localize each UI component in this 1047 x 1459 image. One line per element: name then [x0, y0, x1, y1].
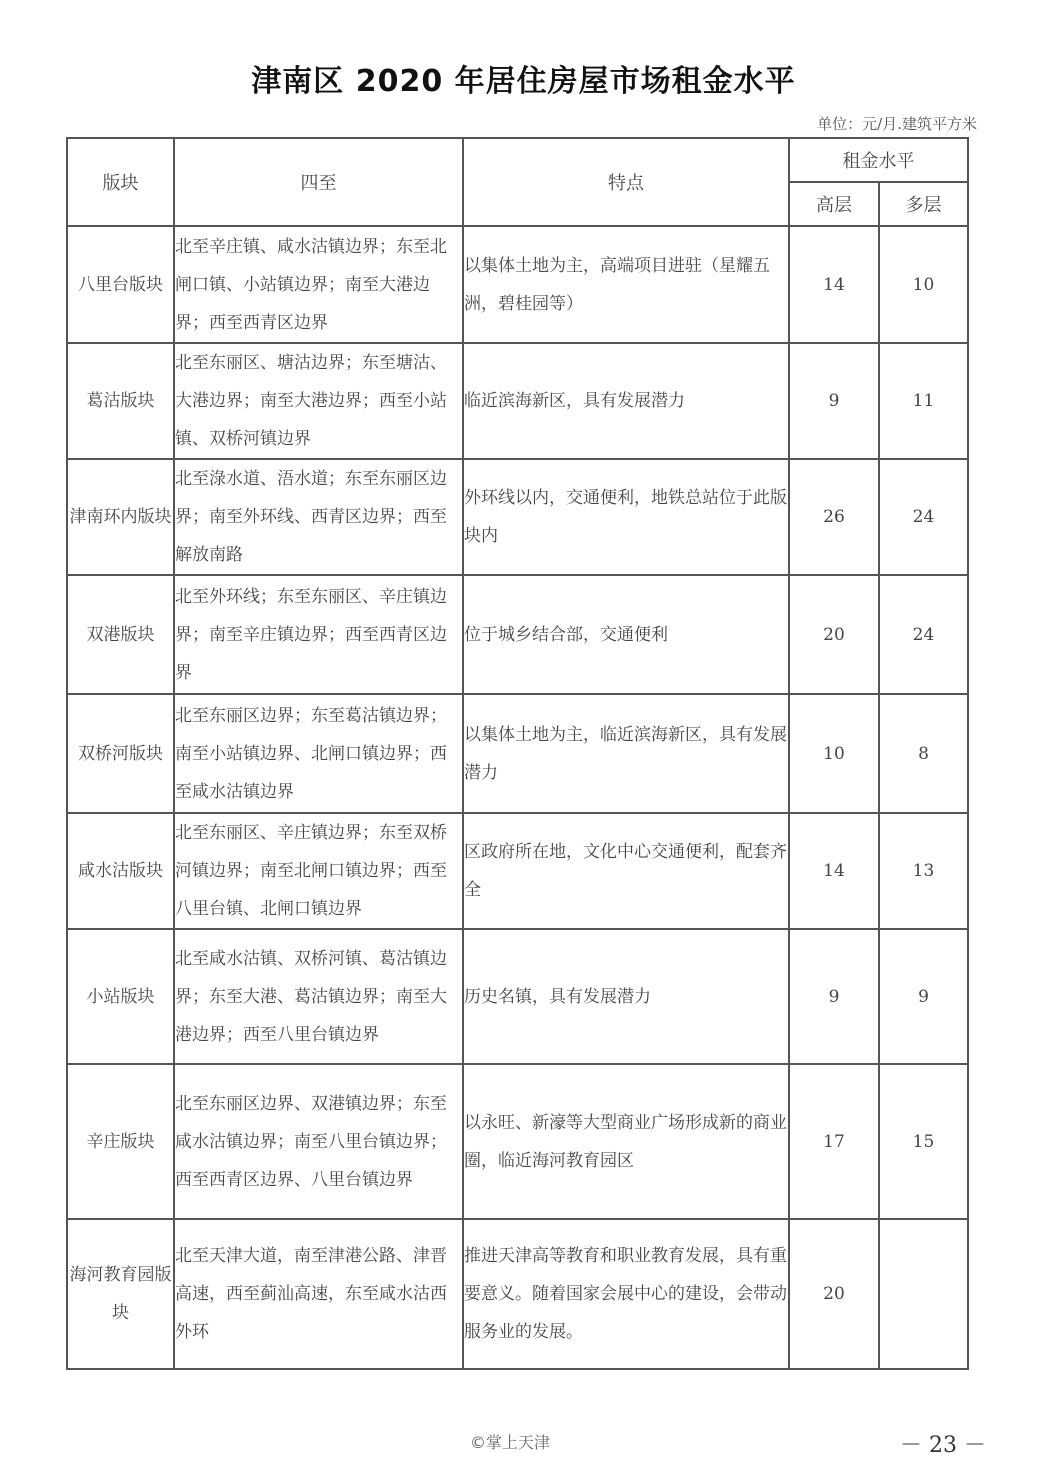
block-boundaries: 北至咸水沽镇、双桥河镇、葛沽镇边界；东至大港、葛沽镇边界；南至大港边界；西至八里台镇边界	[174, 929, 463, 1064]
header-boundaries: 四至	[174, 138, 463, 226]
block-features: 推进天津高等教育和职业教育发展，具有重要意义。随着国家会展中心的建设，会带动服务业的发展。	[463, 1219, 789, 1369]
document-title: 津南区 2020 年居住房屋市场租金水平	[251, 64, 796, 99]
block-features: 位于城乡结合部，交通便利	[463, 575, 789, 694]
rent-table	[66, 137, 969, 1370]
block-boundaries: 北至东丽区、塘沽边界；东至塘沽、大港边界；南至大港边界；西至小站镇、双桥河镇边界	[174, 343, 463, 459]
block-name: 海河教育园版块	[67, 1219, 174, 1369]
block-name: 葛沽版块	[67, 343, 174, 459]
block-boundaries: 北至东丽区边界、双港镇边界；东至咸水沽镇边界；南至八里台镇边界；西至西青区边界、八里台镇边界	[174, 1064, 463, 1219]
block-boundaries: 北至天津大道，南至津港公路、津晋高速，西至蓟汕高速，东至咸水沽西外环	[174, 1219, 463, 1369]
table-row	[67, 1064, 968, 1219]
table-row	[67, 575, 968, 694]
unit-label: 单位：元/月.建筑平方米	[817, 115, 977, 133]
rent-high-rise: 9	[789, 929, 879, 1064]
rent-multi-storey: 10	[879, 226, 968, 343]
block-boundaries: 北至辛庄镇、咸水沽镇边界；东至北闸口镇、小站镇边界；南至大港边界；西至西青区边界	[174, 226, 463, 343]
block-name: 双桥河版块	[67, 694, 174, 813]
block-features: 以集体土地为主，临近滨海新区，具有发展潜力	[463, 694, 789, 813]
table-row	[67, 226, 968, 343]
block-name: 咸水沽版块	[67, 813, 174, 929]
block-name: 小站版块	[67, 929, 174, 1064]
block-boundaries: 北至外环线；东至东丽区、辛庄镇边界；南至辛庄镇边界；西至西青区边界	[174, 575, 463, 694]
block-features: 以永旺、新濠等大型商业广场形成新的商业圈，临近海河教育园区	[463, 1064, 789, 1219]
header-rent-level: 租金水平	[789, 138, 968, 182]
rent-high-rise: 20	[789, 1219, 879, 1369]
watermark-source: ©掌上天津	[470, 1433, 551, 1452]
rent-high-rise: 10	[789, 694, 879, 813]
rent-multi-storey: 8	[879, 694, 968, 813]
block-features: 历史名镇，具有发展潜力	[463, 929, 789, 1064]
rent-high-rise: 20	[789, 575, 879, 694]
rent-high-rise: 9	[789, 343, 879, 459]
block-name: 津南环内版块	[67, 459, 174, 575]
table-row	[67, 813, 968, 929]
rent-high-rise: 26	[789, 459, 879, 575]
block-name: 双港版块	[67, 575, 174, 694]
rent-multi-storey: 24	[879, 575, 968, 694]
rent-multi-storey: 13	[879, 813, 968, 929]
block-boundaries: 北至淥水道、浯水道；东至东丽区边界；南至外环线、西青区边界；西至解放南路	[174, 459, 463, 575]
header-block: 版块	[67, 138, 174, 226]
table-row	[67, 459, 968, 575]
table-row	[67, 1219, 968, 1369]
table-row	[67, 694, 968, 813]
table-row	[67, 343, 968, 459]
rent-multi-storey: 9	[879, 929, 968, 1064]
block-features: 以集体土地为主，高端项目进驻（星耀五洲，碧桂园等）	[463, 226, 789, 343]
header-high-rise: 高层	[789, 182, 879, 226]
table-row	[67, 929, 968, 1064]
block-features: 区政府所在地，文化中心交通便利，配套齐全	[463, 813, 789, 929]
page-number: － 23 －	[900, 1433, 986, 1458]
block-boundaries: 北至东丽区边界；东至葛沽镇边界；南至小站镇边界、北闸口镇边界；西至咸水沽镇边界	[174, 694, 463, 813]
rent-high-rise: 14	[789, 813, 879, 929]
rent-multi-storey: 24	[879, 459, 968, 575]
rent-high-rise: 17	[789, 1064, 879, 1219]
block-name: 辛庄版块	[67, 1064, 174, 1219]
rent-multi-storey: 15	[879, 1064, 968, 1219]
header-features: 特点	[463, 138, 789, 226]
block-name: 八里台版块	[67, 226, 174, 343]
block-boundaries: 北至东丽区、辛庄镇边界；东至双桥河镇边界；南至北闸口镇边界；西至八里台镇、北闸口镇边界	[174, 813, 463, 929]
block-features: 临近滨海新区，具有发展潜力	[463, 343, 789, 459]
block-features: 外环线以内，交通便利，地铁总站位于此版块内	[463, 459, 789, 575]
header-multi-storey: 多层	[879, 182, 968, 226]
rent-high-rise: 14	[789, 226, 879, 343]
rent-multi-storey	[879, 1219, 968, 1369]
rent-multi-storey: 11	[879, 343, 968, 459]
